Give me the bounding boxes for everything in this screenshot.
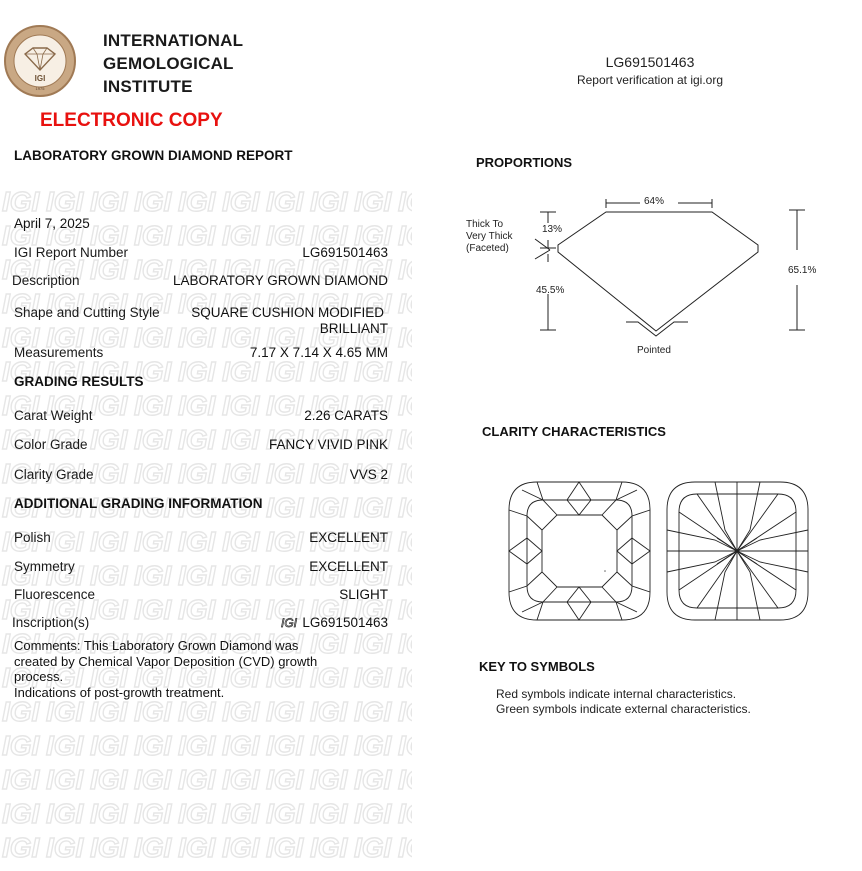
report-number-top: LG691501463	[605, 54, 695, 70]
pavilion-percentage: 45.5%	[536, 285, 565, 296]
report-title: LABORATORY GROWN DIAMOND REPORT	[14, 148, 293, 163]
total-depth-percentage: 65.1%	[788, 265, 817, 276]
igi-inscription-icon	[281, 616, 299, 632]
comments-block	[14, 638, 394, 700]
grading-value: FANCY VIVID PINK	[268, 437, 388, 452]
detail-value: 7.17 X 7.14 X 4.65 MM	[249, 345, 388, 360]
grading-label: Carat Weight	[14, 408, 93, 423]
org-name-line3: INSTITUTE	[103, 77, 193, 96]
grading-results-heading: GRADING RESULTS	[14, 374, 144, 389]
detail-value: LG691501463	[302, 245, 388, 260]
svg-text:IGI: IGI	[34, 74, 46, 83]
detail-value: SQUARE CUSHION MODIFIED	[191, 305, 384, 320]
table-percentage: 64%	[644, 196, 665, 207]
comments-line: process.	[14, 669, 64, 684]
detail-label: Measurements	[14, 345, 104, 360]
additional-value: EXCELLENT	[309, 530, 388, 545]
culet-label: Pointed	[637, 345, 671, 356]
comments-line: Indications of post-growth treatment.	[14, 684, 225, 700]
additional-value: SLIGHT	[339, 587, 388, 602]
inscription-text: LG691501463	[302, 615, 388, 630]
grading-label: Clarity Grade	[14, 467, 94, 482]
proportions-heading: PROPORTIONS	[476, 155, 573, 170]
verification-text: Report verification at igi.org	[576, 73, 724, 87]
comments-line: Comments: This Laboratory Grown Diamond was	[14, 638, 299, 653]
girdle-line: (Faceted)	[466, 243, 509, 254]
detail-value-continued: BRILLIANT	[319, 321, 388, 336]
girdle-label	[466, 219, 513, 255]
grading-value: 2.26 CARATS	[304, 408, 388, 423]
additional-value	[281, 615, 388, 632]
grading-value: VVS 2	[349, 467, 388, 482]
org-name-line2: GEMOLOGICAL	[103, 54, 234, 73]
detail-label: Description	[12, 273, 80, 288]
svg-text:IGI: IGI	[281, 616, 298, 629]
detail-row-shape	[12, 305, 388, 337]
clarity-plot-crown-view	[507, 480, 652, 622]
crown-percentage: 13%	[542, 224, 563, 235]
additional-label: Inscription(s)	[12, 615, 90, 630]
key-line-green: Green symbols indicate external characteristics.	[496, 702, 751, 716]
report-date: April 7, 2025	[14, 216, 90, 231]
additional-grading-heading: ADDITIONAL GRADING INFORMATION	[14, 496, 263, 511]
svg-text:1975: 1975	[35, 86, 45, 91]
detail-value: LABORATORY GROWN DIAMOND	[172, 273, 388, 288]
grading-label: Color Grade	[14, 437, 88, 452]
igi-seal-logo	[3, 24, 77, 98]
girdle-line: Very Thick	[466, 231, 513, 242]
additional-label: Symmetry	[14, 559, 75, 574]
detail-label: Shape and Cutting Style	[14, 305, 160, 320]
clarity-heading: CLARITY CHARACTERISTICS	[482, 424, 666, 439]
detail-label: IGI Report Number	[14, 245, 129, 260]
proportions-diagram	[460, 190, 830, 365]
additional-label: Polish	[14, 530, 51, 545]
electronic-copy-label: ELECTRONIC COPY	[40, 110, 223, 131]
additional-value: EXCELLENT	[309, 559, 388, 574]
clarity-plot-pavilion-view	[665, 480, 810, 622]
key-to-symbols-heading: KEY TO SYMBOLS	[479, 659, 595, 674]
key-line-red: Red symbols indicate internal characteristics.	[496, 687, 737, 701]
additional-label: Fluorescence	[14, 587, 96, 602]
diamond-profile-outline	[558, 212, 758, 331]
org-name-line1: INTERNATIONAL	[103, 31, 244, 50]
comments-line: created by Chemical Vapor Deposition (CVD) growth	[14, 653, 318, 669]
girdle-line: Thick To	[466, 219, 504, 230]
